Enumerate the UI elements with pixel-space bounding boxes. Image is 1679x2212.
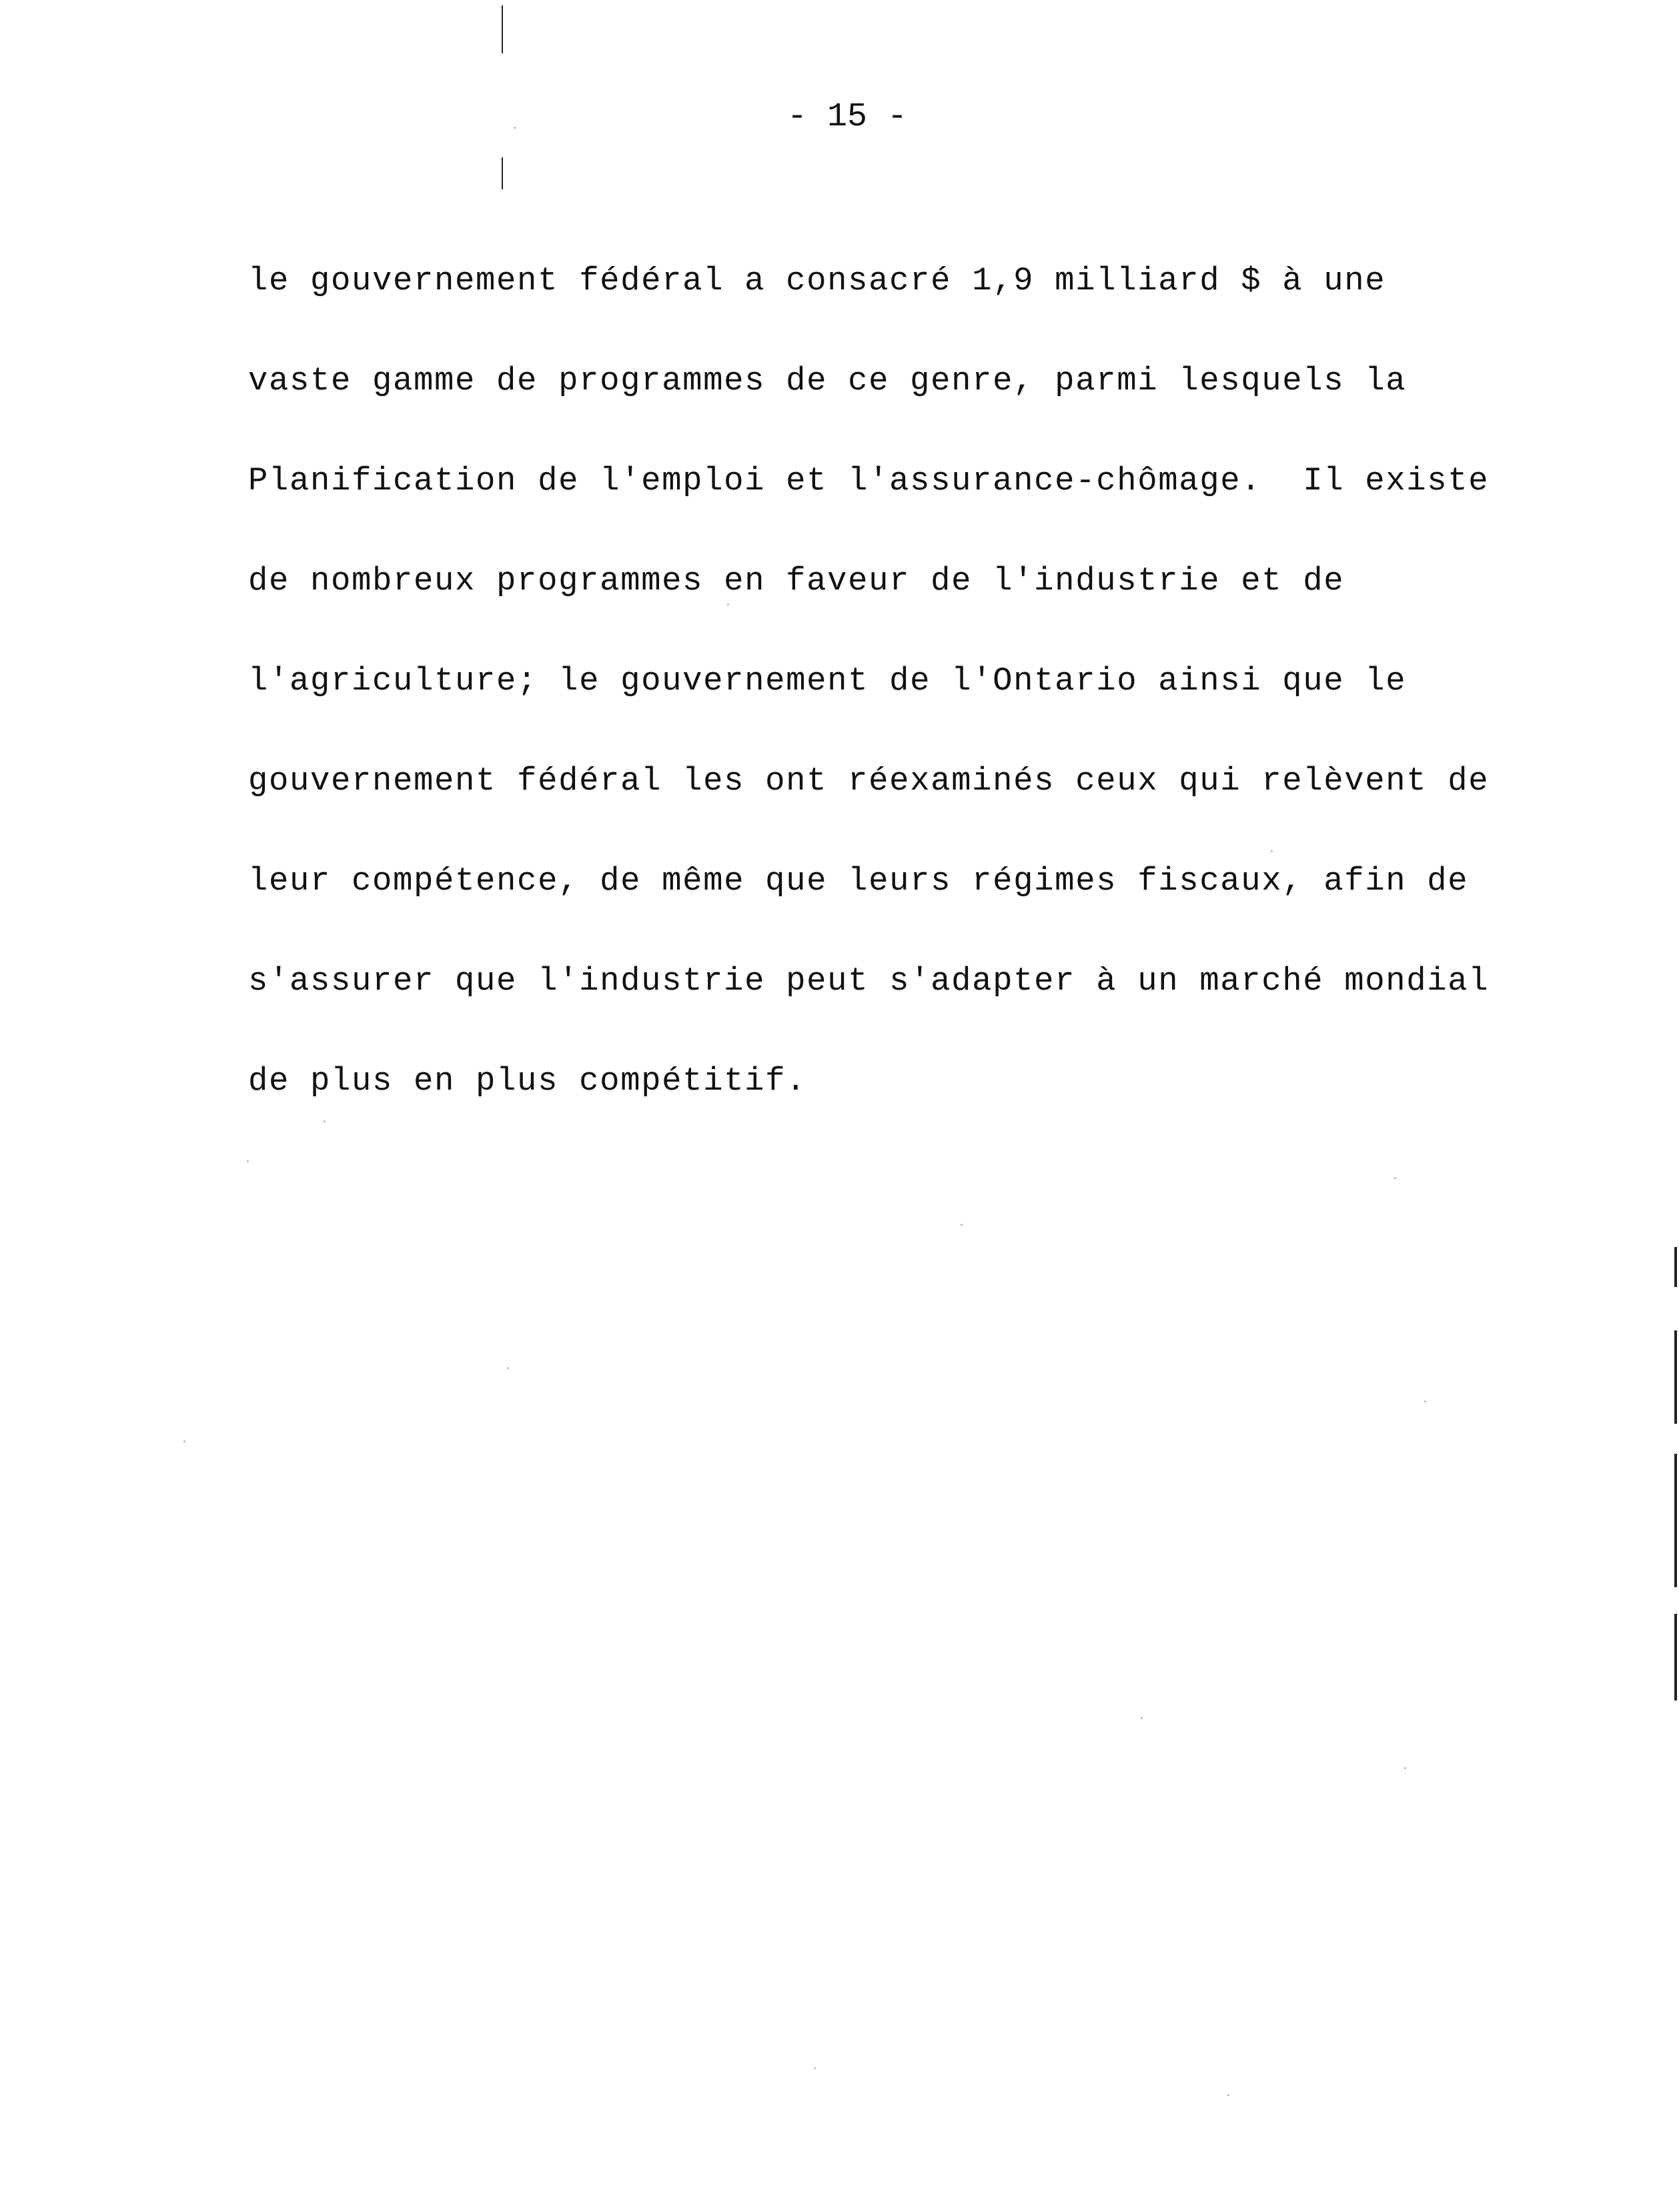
scan-speck	[1424, 1400, 1426, 1402]
body-paragraph	[248, 197, 1516, 1164]
page-number: - 15 -	[787, 98, 908, 136]
paragraph-line: gouvernement fédéral les ont réexaminés ceux qui relèvent de	[248, 762, 1490, 800]
paragraph-line: de plus en plus compétitif.	[248, 1062, 807, 1100]
scan-speck	[507, 1367, 509, 1369]
scan-speck	[1227, 2094, 1229, 2096]
paragraph-line: de nombreux programmes en faveur de l'industrie et de	[248, 562, 1345, 600]
scan-speck	[1141, 1717, 1143, 1719]
scan-mark-top	[502, 5, 503, 53]
scan-mark-mid	[502, 157, 503, 189]
scan-speck	[183, 1440, 185, 1442]
paragraph-line: l'agriculture; le gouvernement de l'Ontario ainsi que le	[248, 662, 1407, 700]
paragraph-line: le gouvernement fédéral a consacré 1,9 milliard $ à une	[248, 262, 1386, 299]
scan-speck	[961, 1224, 963, 1226]
scan-mark-right-edge-4	[1674, 1614, 1677, 1701]
paragraph-line: vaste gamme de programmes de ce genre, parmi lesquels la	[248, 362, 1407, 399]
paragraph-line: leur compétence, de même que leurs régimes fiscaux, afin de	[248, 862, 1469, 900]
scan-speck	[1394, 1177, 1396, 1179]
scan-speck	[814, 2067, 816, 2069]
paragraph-line: s'assurer que l'industrie peut s'adapter à un marché mondial	[248, 962, 1490, 1000]
scan-speck	[514, 127, 516, 129]
scan-mark-right-edge-2	[1674, 1330, 1677, 1424]
scan-mark-right-edge-3	[1674, 1454, 1677, 1587]
paragraph-line: Planification de l'emploi et l'assurance-chômage. Il existe	[248, 462, 1490, 499]
scan-mark-right-edge-1	[1674, 1247, 1677, 1287]
scan-speck	[1404, 1767, 1406, 1769]
